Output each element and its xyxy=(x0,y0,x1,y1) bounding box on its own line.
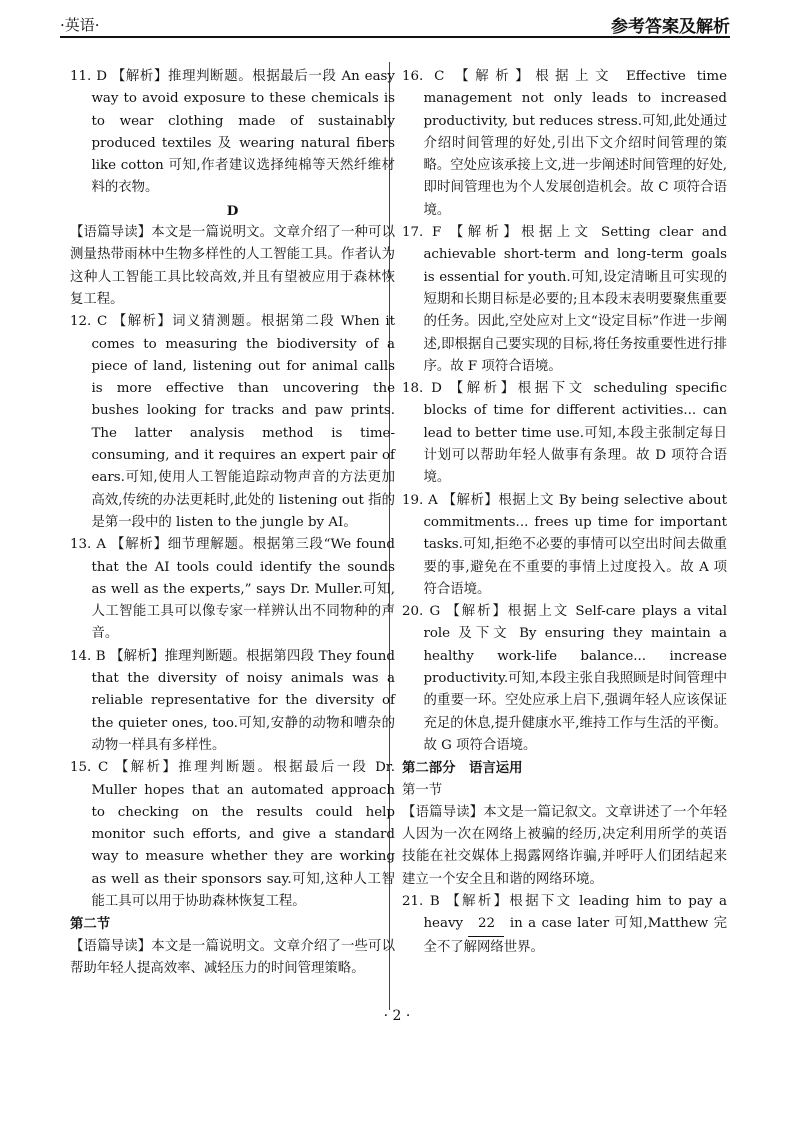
answer-13: 13. A 【解析】细节理解题。根据第三段“We found that the AI tools could identify the sounds as well as the experts,” says Dr. Muller.可知,人工智能工具可以像专家一样辨认出不同物种的声音。 xyxy=(70,537,395,642)
section-1-heading: 第一节 xyxy=(402,782,443,798)
answer-16: 16. C 【解析】根据上文 Effective time management not only leads to increased productivity, but reduces stress.可知,此处通过介绍时间管理的好处,引出下文介绍时间管理的策略。空处应该承接上文,进一步阐述时间管理的好处,即时间管理也为个人发展创造机会。故 C 项符合语境。 xyxy=(402,69,727,218)
left-column xyxy=(70,66,395,980)
page-header xyxy=(60,10,730,38)
answer-20: 20. G 【解析】根据上文 Self-care plays a vital role 及下文 By ensuring they maintain a healthy work-life balance... increase productivity.可知,本段主张自我照顾是时间管理中的重要一环。空处应承上启下,强调年轻人应该保证充足的休息,提升健康水平,维持工作与生活的平衡。故 G 项符合语境。 xyxy=(402,604,727,753)
answer-15: 15. C 【解析】推理判断题。根据最后一段 Dr. Muller hopes that an automated approach to checking on the results could help monitor such efforts, and give a standard way to measure whether they are working as well as their sponsors say.可知,这种人工智能工具可以用于协助森林恢复工程。 xyxy=(70,760,395,909)
answer-21 xyxy=(402,891,727,959)
answer-21-text-b: in a case later 可知,Matthew 完全不了解网络世界。 xyxy=(423,916,727,955)
answer-12: 12. C 【解析】词义猜测题。根据第二段 When it comes to measuring the biodiversity of a piece of land, listening out for animal calls is more effective than uncovering the bushes looking for tracks and paw prints. The latter analysis method is time-consuming, and it requires an expert pair of ears.可知,使用人工智能追踪动物声音的方法更加高效,传统的办法更耗时,此处的 listening out 指的是第一段中的 listen to the jungle by AI。 xyxy=(70,314,395,530)
answer-14: 14. B 【解析】推理判断题。根据第四段 They found that the diversity of noisy animals was a reliable representative for the diversity of the quieter ones, too.可知,安静的动物和嘈杂的动物一样具有多样性。 xyxy=(70,648,395,753)
section-2-heading: 第二节 xyxy=(70,916,111,933)
reading-guide-d: 【语篇导读】本文是一篇说明文。文章介绍了一种可以测量热带雨林中生物多样性的人工智能工具。作者认为这种人工智能工具比较高效,并且有望被应用于森林恢复工程。 xyxy=(70,225,395,307)
page-number: · 2 · xyxy=(383,1008,411,1024)
right-column xyxy=(402,66,727,959)
blank-22: 22 xyxy=(468,913,504,936)
answer-17: 17. F 【解析】根据上文 Setting clear and achievable short-term and long-term goals is essential for youth.可知,设定清晰且可实现的短期和长期目标是必要的;且本段末表明要聚焦重要的任务。因此,空处应对上文“设定目标”作进一步阐述,即根据自己要实现的目标,将任务按重要性进行排序。故 F 项符合语境。 xyxy=(402,225,727,374)
answer-21-text-a: 21. B 【解析】根据下文 leading him to pay a heavy xyxy=(402,893,727,932)
answer-18: 18. D 【解析】根据下文 scheduling specific blocks of time for different activities... can lead to better time use.可知,本段主张制定每日计划可以帮助年轻人做事有条理。故 D 项符合语境。 xyxy=(402,381,727,486)
answer-19: 19. A 【解析】根据上文 By being selective about commitments... frees up time for important tasks.可知,拒绝不必要的事情可以空出时间去做重要的事,避免在不重要的事情上过度投入。故 A 项符合语境。 xyxy=(402,492,727,597)
section-d-heading: D xyxy=(226,202,239,219)
header-title: 参考答案及解析 xyxy=(611,17,730,37)
part-2-heading: 第二部分 语言运用 xyxy=(402,760,523,777)
subject-label: ·英语· xyxy=(60,16,100,34)
answer-11: 11. D 【解析】推理判断题。根据最后一段 An easy way to avoid exposure to these chemicals is to wear clothing made of sustainably produced textiles 及 wearing natural fibers like cotton 可知,作者建议选择纯棉等天然纤维材料的衣物。 xyxy=(70,69,395,196)
reading-guide-1: 【语篇导读】本文是一篇记叙文。文章讲述了一个年轻人因为一次在网络上被骗的经历,决定利用所学的英语技能在社交媒体上揭露网络诈骗,并呼吁人们团结起来建立一个安全且和谐的网络环境。 xyxy=(402,804,727,887)
reading-guide-2: 【语篇导读】本文是一篇说明文。文章介绍了一些可以帮助年轻人提高效率、减轻压力的时间管理策略。 xyxy=(70,938,395,976)
